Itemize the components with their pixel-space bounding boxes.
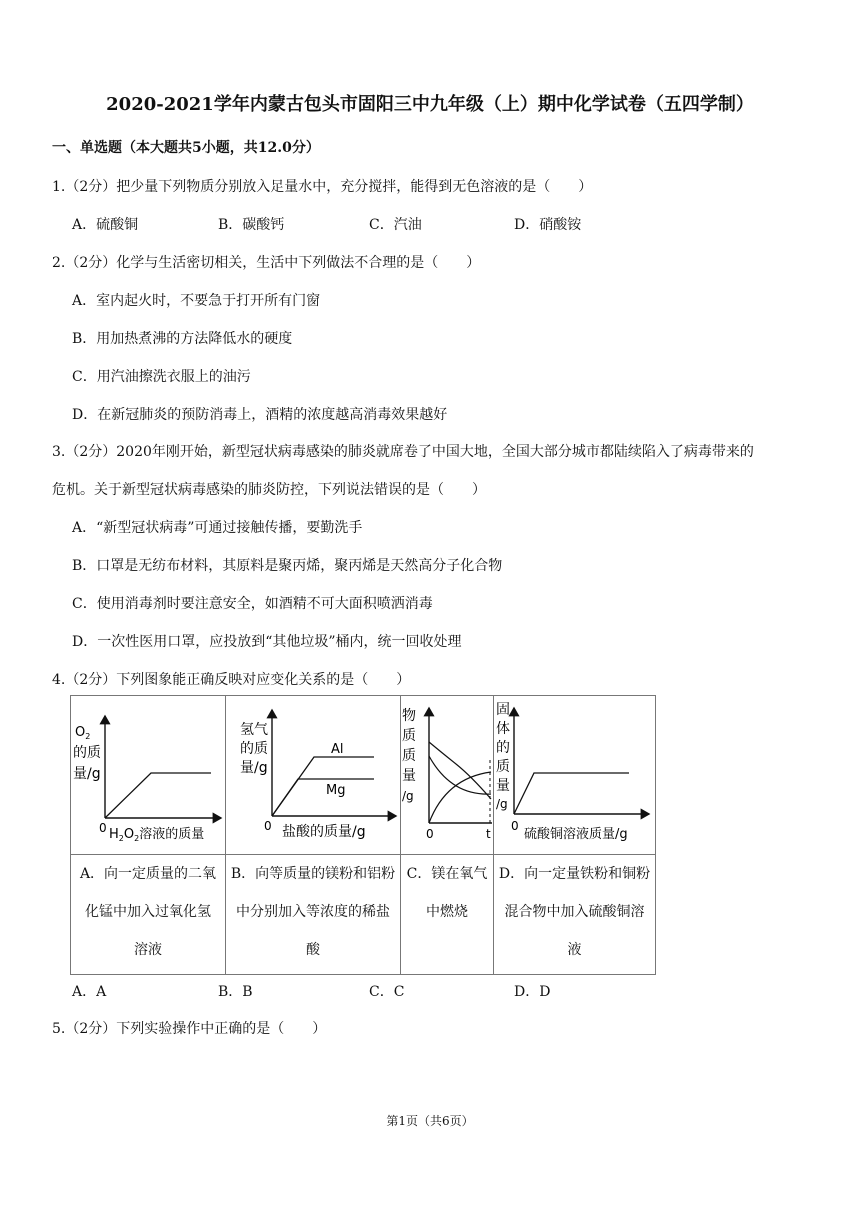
graph-a-ylabel-3: 量/g	[73, 766, 101, 782]
caption-b-line-1: B．向等质量的镁粉和铝粉	[230, 866, 396, 882]
graph-b-curve-mg	[272, 779, 374, 816]
graph-d	[494, 696, 656, 850]
graph-d-cell	[494, 696, 656, 855]
graph-a	[71, 696, 226, 850]
caption-b-line-2: 中分别加入等浓度的稀盐	[236, 904, 390, 920]
q2-option-d[interactable]: D．在新冠肺炎的预防消毒上，酒精的浓度越高消毒效果越好	[72, 407, 448, 423]
graph-b-label-mg: Mg	[326, 783, 346, 798]
graph-b-ylabel-1: 氢气	[240, 722, 268, 738]
graph-d-ylabel-5: 量	[496, 778, 510, 794]
q2-option-b[interactable]: B．用加热煮沸的方法降低水的硬度	[72, 331, 293, 347]
caption-a-line-3: 溶液	[134, 942, 162, 958]
caption-a-line-1: A．向一定质量的二氧	[79, 866, 217, 882]
q3-option-a[interactable]: A．“新型冠状病毒”可通过接触传播，要勤洗手	[72, 520, 363, 536]
page-footer: 第1页（共6页）	[386, 1114, 474, 1128]
q1-option-a[interactable]: A．硫酸铜	[72, 217, 139, 233]
graphs-table	[70, 695, 656, 975]
caption-d-line-3: 液	[567, 942, 582, 958]
graph-a-xlabel: $H_2O_2$溶液的质量	[109, 827, 205, 843]
caption-a	[71, 855, 225, 969]
graph-a-curve	[105, 773, 211, 818]
q2-option-a[interactable]: A．室内起火时，不要急于打开所有门窗	[72, 293, 321, 309]
caption-c-cell	[401, 855, 494, 975]
caption-c-line-1: C．镁在氧气	[406, 866, 488, 882]
question-3-stem: 3.（2分）2020年刚开始，新型冠状病毒感染的肺炎就席卷了中国大地，全国大部分城市都陆续陷入了病毒带来的	[52, 444, 754, 460]
section-heading: 一、单选题（本大题共5小题，共12.0分）	[52, 140, 320, 156]
graph-b-ylabel-3: 量/g	[240, 760, 268, 776]
graph-c	[401, 696, 494, 850]
graph-b-curve-al	[272, 757, 374, 816]
graph-a-origin: 0	[99, 821, 107, 835]
graph-d-origin: 0	[511, 819, 519, 833]
graph-d-ylabel-1: 固	[496, 702, 510, 718]
graph-c-curve-3	[429, 772, 491, 823]
caption-b-line-3: 酸	[306, 942, 320, 958]
q3-option-d[interactable]: D．一次性医用口罩，应投放到“其他垃圾”桶内，统一回收处理	[72, 634, 462, 650]
caption-c-line-2: 中燃烧	[426, 904, 468, 920]
graph-b-origin: 0	[264, 819, 272, 833]
q3-option-b[interactable]: B．口罩是无纺布材料，其原料是聚丙烯，聚丙烯是天然高分子化合物	[72, 558, 503, 574]
graph-c-origin: 0	[426, 827, 434, 841]
exam-title: 2020-2021学年内蒙古包头市固阳三中九年级（上）期中化学试卷（五四学制）	[106, 94, 754, 115]
caption-a-cell	[71, 855, 226, 975]
q1-option-b[interactable]: B．碳酸钙	[218, 217, 285, 233]
question-3-stem-cont: 危机。关于新型冠状病毒感染的肺炎防控，下列说法错误的是（ ）	[52, 482, 486, 498]
graph-d-ylabel-2: 体	[496, 721, 510, 737]
caption-d-line-2: 混合物中加入硫酸铜溶	[504, 904, 645, 920]
graph-b	[226, 696, 401, 850]
graph-d-ylabel-4: 质	[496, 759, 510, 775]
graph-a-ylabel-2: 的质	[73, 745, 101, 761]
q1-option-c[interactable]: C．汽油	[369, 217, 422, 233]
graph-c-ylabel-1: 物	[402, 708, 416, 724]
q4-option-c[interactable]: C．C	[369, 984, 405, 1000]
graph-b-ylabel-2: 的质	[240, 741, 268, 757]
caption-c	[401, 855, 493, 931]
q4-option-a[interactable]: A．A	[72, 984, 107, 1000]
graph-d-ylabel-3: 的	[496, 740, 510, 756]
question-5-stem: 5.（2分）下列实验操作中正确的是（ ）	[52, 1021, 327, 1037]
q4-option-b[interactable]: B．B	[218, 984, 253, 1000]
graph-c-ylabel-4: 量	[402, 768, 416, 784]
graph-b-cell	[226, 696, 401, 855]
question-1-stem: 1.（2分）把少量下列物质分别放入足量水中，充分搅拌，能得到无色溶液的是（ ）	[52, 179, 593, 195]
caption-a-line-2: 化锰中加入过氧化氢	[85, 904, 211, 920]
graph-a-ylabel-1: $O_2$	[75, 725, 91, 741]
caption-d	[494, 855, 655, 969]
graph-c-cell	[401, 696, 494, 855]
graph-a-cell	[71, 696, 226, 855]
question-2-stem: 2.（2分）化学与生活密切相关，生活中下列做法不合理的是（ ）	[52, 255, 481, 271]
graph-b-label-al: Al	[331, 742, 344, 757]
graph-d-curve	[514, 773, 629, 814]
graph-b-xlabel: 盐酸的质量/g	[282, 824, 366, 840]
q4-option-d[interactable]: D．D	[514, 984, 551, 1000]
graph-c-ylabel-5: /g	[402, 789, 414, 803]
graph-d-xlabel: 硫酸铜溶液质量/g	[524, 827, 628, 842]
question-4-stem: 4.（2分）下列图象能正确反映对应变化关系的是（ ）	[52, 672, 411, 688]
caption-d-line-1: D．向一定量铁粉和铜粉	[498, 866, 651, 882]
q2-option-c[interactable]: C．用汽油擦洗衣服上的油污	[72, 369, 251, 385]
caption-b-cell	[226, 855, 401, 975]
graph-c-x-end: t	[486, 827, 491, 841]
caption-d-cell	[494, 855, 656, 975]
graph-c-ylabel-2: 质	[402, 728, 416, 744]
graph-c-ylabel-3: 质	[402, 748, 416, 764]
caption-b	[226, 855, 400, 969]
q1-option-d[interactable]: D．硝酸铵	[514, 217, 582, 233]
q3-option-c[interactable]: C．使用消毒剂时要注意安全，如酒精不可大面积喷洒消毒	[72, 596, 433, 612]
graph-d-ylabel-6: /g	[496, 797, 508, 811]
